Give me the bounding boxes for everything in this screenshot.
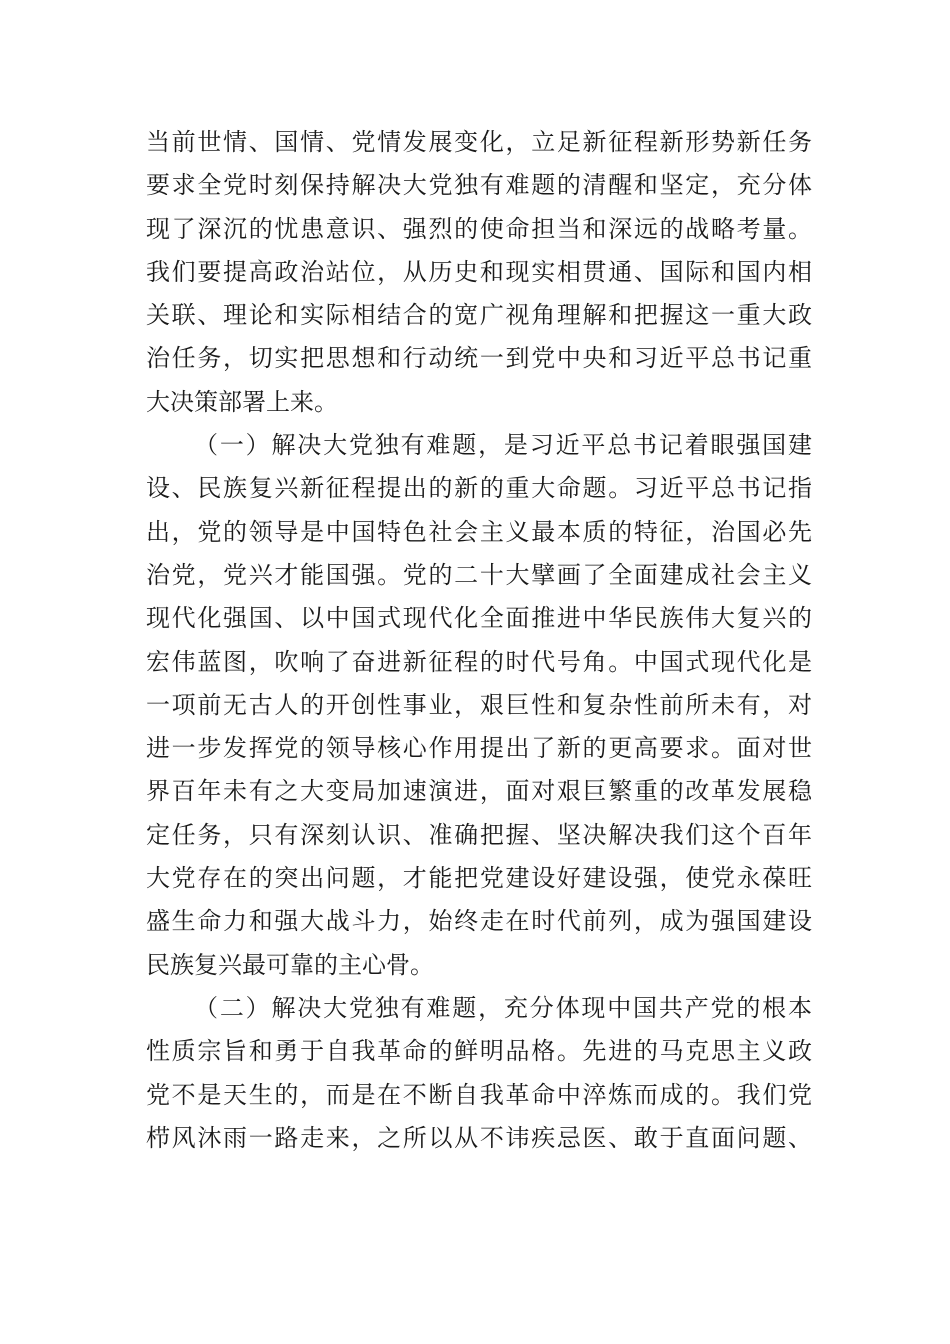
text-line: 现了深沉的忧患意识、强烈的使命担当和深远的战略考量。	[146, 214, 812, 243]
text-line: 大决策部署上来。	[146, 387, 338, 416]
text-line: 民族复兴最可靠的主心骨。	[146, 950, 434, 979]
text-line: 性质宗旨和勇于自我革命的鲜明品格。先进的马克思主义政	[146, 1037, 812, 1066]
text-line: 治党，党兴才能国强。党的二十大擘画了全面建成社会主义	[146, 560, 812, 589]
text-line: 现代化强国、以中国式现代化全面推进中华民族伟大复兴的	[146, 604, 812, 633]
text-line: 界百年未有之大变局加速演进，面对艰巨繁重的改革发展稳	[146, 777, 812, 806]
text-line: 宏伟蓝图，吹响了奋进新征程的时代号角。中国式现代化是	[146, 647, 812, 676]
text-line: 党不是天生的，而是在不断自我革命中淬炼而成的。我们党	[146, 1080, 812, 1109]
paragraph-2-start: （二）解决大党独有难题，充分体现中国共产党的根本	[194, 993, 812, 1022]
text-line: 出，党的领导是中国特色社会主义最本质的特征，治国必先	[146, 517, 812, 546]
body-text	[146, 121, 812, 1160]
text-line: 我们要提高政治站位，从历史和现实相贯通、国际和国内相	[146, 257, 812, 286]
text-line: 栉风沐雨一路走来，之所以从不讳疾忌医、敢于直面问题、	[146, 1123, 812, 1152]
text-line: 盛生命力和强大战斗力，始终走在时代前列，成为强国建设	[146, 907, 812, 936]
paragraph-1-start: （一）解决大党独有难题，是习近平总书记着眼强国建	[194, 431, 812, 460]
text-line: 进一步发挥党的领导核心作用提出了新的更高要求。面对世	[146, 734, 812, 763]
text-line: 治任务，切实把思想和行动统一到党中央和习近平总书记重	[146, 344, 812, 373]
text-line: 关联、理论和实际相结合的宽广视角理解和把握这一重大政	[146, 301, 812, 330]
text-line: 定任务，只有深刻认识、准确把握、坚决解决我们这个百年	[146, 820, 812, 849]
text-line: 设、民族复兴新征程提出的新的重大命题。习近平总书记指	[146, 474, 812, 503]
text-line: 要求全党时刻保持解决大党独有难题的清醒和坚定，充分体	[146, 171, 812, 200]
text-line: 大党存在的突出问题，才能把党建设好建设强，使党永葆旺	[146, 864, 812, 893]
text-line: 一项前无古人的开创性事业，艰巨性和复杂性前所未有，对	[146, 690, 812, 719]
text-line: 当前世情、国情、党情发展变化，立足新征程新形势新任务	[146, 128, 812, 156]
